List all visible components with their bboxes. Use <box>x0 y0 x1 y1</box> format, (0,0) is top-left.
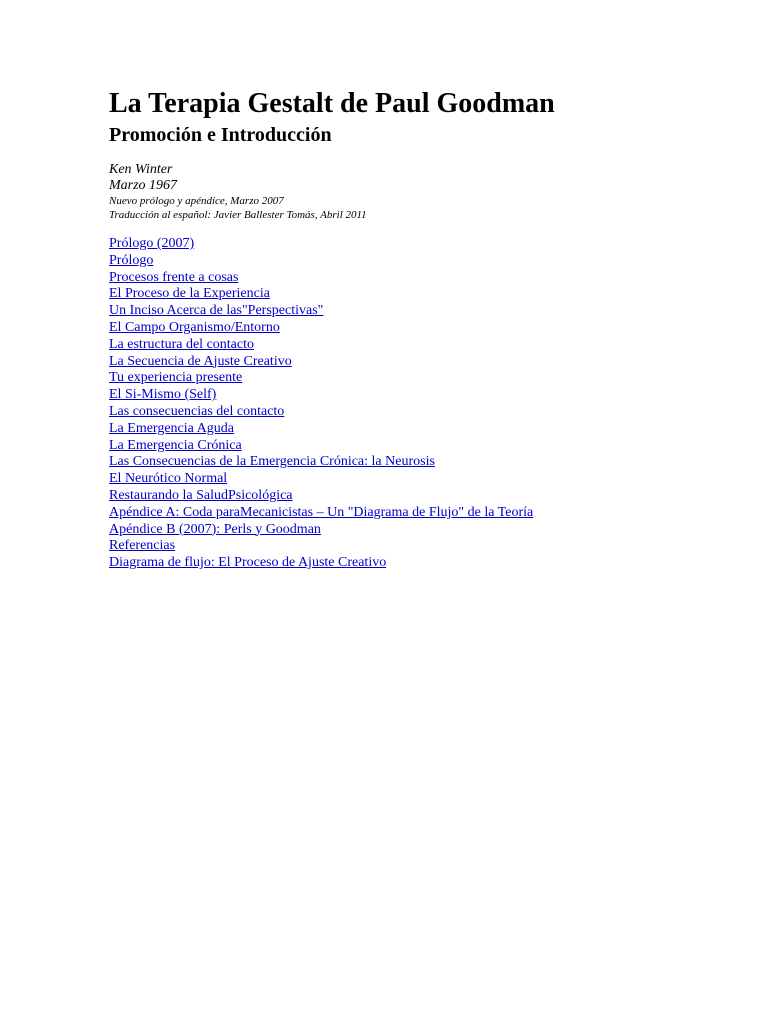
toc-item <box>109 438 729 455</box>
toc-link-restaurando-salud[interactable]: Restaurando la SaludPsicológica <box>109 487 293 503</box>
author-name: Ken Winter <box>109 162 173 177</box>
toc-item <box>109 404 729 421</box>
toc-link-apendice-a[interactable]: Apéndice A: Coda paraMecanicistas – Un "Diagrama de Flujo" de la Teoría <box>109 504 534 520</box>
toc-item <box>109 454 729 471</box>
toc-link-prologo-2007[interactable]: Prólogo (2007) <box>109 236 195 251</box>
toc-item <box>109 236 729 253</box>
toc-item <box>109 354 729 371</box>
toc-item <box>109 270 729 287</box>
publication-date: Marzo 1967 <box>109 178 178 193</box>
toc-item <box>109 471 729 488</box>
toc-link-experiencia-presente[interactable]: Tu experiencia presente <box>109 370 243 386</box>
toc-link-referencias[interactable]: Referencias <box>109 538 176 554</box>
toc-item <box>109 505 729 522</box>
table-of-contents <box>109 236 729 572</box>
toc-link-consecuencias-neurosis[interactable]: Las Consecuencias de la Emergencia Crónica: la Neurosis <box>109 454 435 470</box>
translation-note: Traducción al español: Javier Ballester Tomás, Abril 2011 <box>109 209 367 221</box>
toc-item <box>109 538 729 555</box>
toc-link-diagrama-flujo[interactable]: Diagrama de flujo: El Proceso de Ajuste Creativo <box>109 555 387 571</box>
toc-link-campo-organismo-entorno[interactable]: El Campo Organismo/Entorno <box>109 319 280 335</box>
toc-item <box>109 337 729 354</box>
toc-link-proceso-experiencia[interactable]: El Proceso de la Experiencia <box>109 286 270 302</box>
document-meta <box>109 162 729 222</box>
document-page <box>109 86 729 588</box>
toc-item <box>109 488 729 505</box>
toc-item <box>109 320 729 337</box>
toc-link-apendice-b[interactable]: Apéndice B (2007): Perls y Goodman <box>109 521 321 537</box>
toc-link-si-mismo[interactable]: El Si-Mismo (Self) <box>109 387 217 403</box>
toc-item <box>109 387 729 404</box>
toc-link-emergencia-cronica[interactable]: La Emergencia Crónica <box>109 437 242 453</box>
toc-link-consecuencias-contacto[interactable]: Las consecuencias del contacto <box>109 403 285 419</box>
document-title: La Terapia Gestalt de Paul Goodman <box>109 88 555 119</box>
toc-link-secuencia-ajuste-creativo[interactable]: La Secuencia de Ajuste Creativo <box>109 353 292 369</box>
toc-item <box>109 303 729 320</box>
prologue-note: Nuevo prólogo y apéndice, Marzo 2007 <box>109 195 284 207</box>
toc-link-estructura-contacto[interactable]: La estructura del contacto <box>109 336 254 352</box>
document-subtitle: Promoción e Introducción <box>109 124 332 146</box>
toc-link-neurotico-normal[interactable]: El Neurótico Normal <box>109 471 228 487</box>
toc-item <box>109 522 729 539</box>
toc-link-emergencia-aguda[interactable]: La Emergencia Aguda <box>109 420 234 436</box>
toc-link-prologo[interactable]: Prólogo <box>109 252 154 268</box>
toc-item <box>109 286 729 303</box>
toc-item <box>109 421 729 438</box>
toc-item <box>109 555 729 572</box>
toc-item <box>109 370 729 387</box>
toc-link-procesos-frente-a-cosas[interactable]: Procesos frente a cosas <box>109 269 239 285</box>
toc-item <box>109 253 729 270</box>
toc-link-inciso-perspectivas[interactable]: Un Inciso Acerca de las"Perspectivas" <box>109 303 324 319</box>
